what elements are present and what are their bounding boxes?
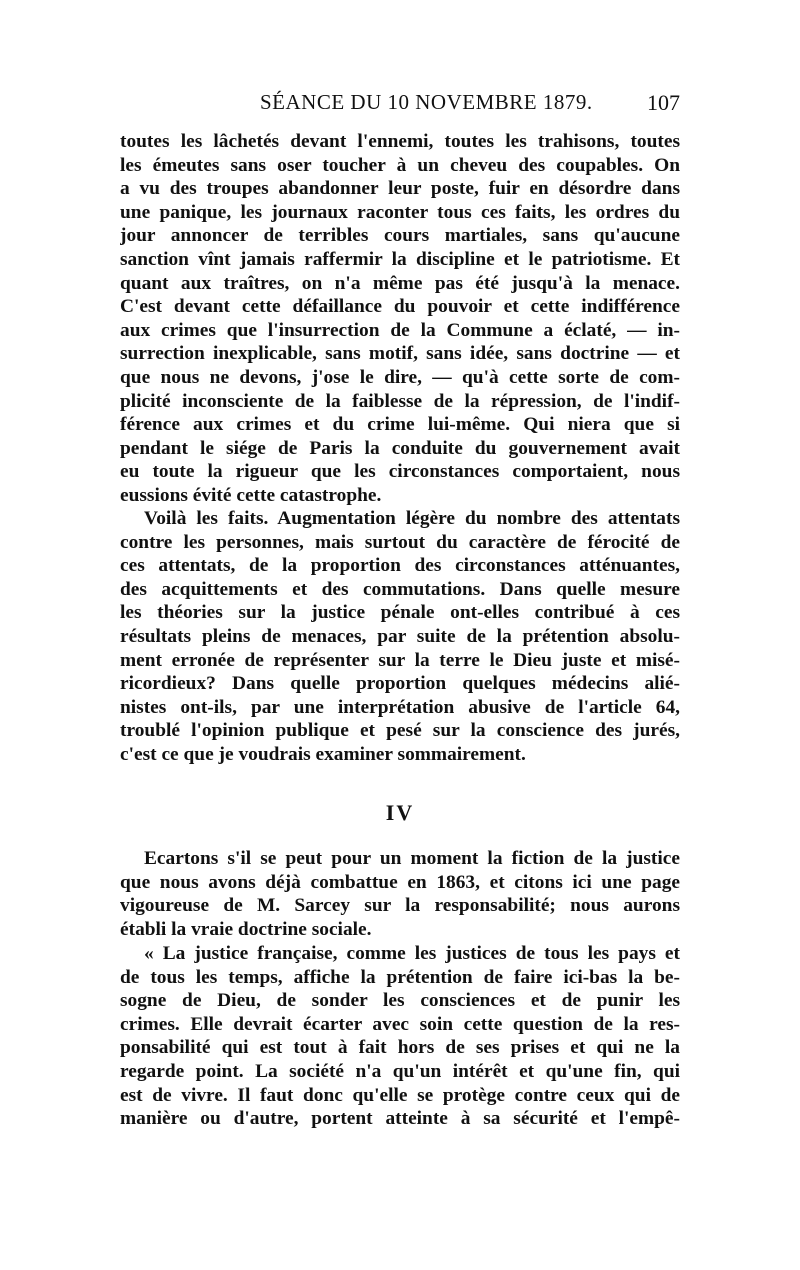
text-line: est de vivre. Il faut donc qu'elle se protège contre ceux qui de xyxy=(120,1084,680,1106)
text-line: eu toute la rigueur que les circonstances comportaient, nous xyxy=(120,461,680,483)
text-line: vigoureuse de M. Sarcey sur la responsabilité; nous aurons xyxy=(120,895,680,917)
text-line: résultats pleins de menaces, par suite de la prétention absolu- xyxy=(120,625,680,647)
text-line: troublé l'opinion publique et pesé sur la conscience des jurés, xyxy=(120,720,680,742)
text-line: pendant le siége de Paris la conduite du gouvernement avait xyxy=(120,437,680,459)
running-header xyxy=(120,90,680,120)
text-line: Ecartons s'il se peut pour un moment la fiction de la justice xyxy=(144,848,680,869)
text-line: les théories sur la justice pénale ont-elles contribué à ces xyxy=(120,602,680,624)
running-title: SÉANCE DU 10 NOVEMBRE 1879. xyxy=(260,90,593,114)
text-line: les émeutes sans oser toucher à un cheveu des coupables. On xyxy=(120,154,680,176)
text-line: des acquittements et des commutations. Dans quelle mesure xyxy=(120,578,680,600)
paragraph-4-quotation xyxy=(120,942,680,1131)
text-line: toutes les lâchetés devant l'ennemi, toutes les trahisons, toutes xyxy=(120,131,680,152)
paragraph-1 xyxy=(120,130,680,508)
text-line: une panique, les journaux raconter tous ces faits, les ordres du xyxy=(120,201,680,223)
text-line: surrection inexplicable, sans motif, sans idée, sans doctrine — et xyxy=(120,343,680,365)
text-line: que nous ne devons, j'ose le dire, — qu'à cette sorte de com- xyxy=(120,366,680,388)
text-line: manière ou d'autre, portent atteinte à sa sécurité et l'empê- xyxy=(120,1108,680,1130)
text-line: Voilà les faits. Augmentation légère du nombre des attentats xyxy=(144,508,680,529)
text-line: férence aux crimes et du crime lui-même. Qui niera que si xyxy=(120,414,680,436)
page-number: 107 xyxy=(647,90,680,115)
text-line: a vu des troupes abandonner leur poste, fuir en désordre dans xyxy=(120,178,680,200)
text-line: ponsabilité qui est tout à fait hors de ses prises et qui ne la xyxy=(120,1037,680,1059)
paragraph-3 xyxy=(120,847,680,941)
text-line: que nous avons déjà combattue en 1863, et citons ici une page xyxy=(120,871,680,893)
text-line: eussions évité cette catastrophe. xyxy=(120,484,382,506)
text-line: nistes ont-ils, par une interprétation abusive de l'article 64, xyxy=(120,696,680,718)
text-line: contre les personnes, mais surtout du caractère de férocité de xyxy=(120,531,680,553)
text-line: regarde point. La société n'a qu'un intérêt et qu'une fin, qui xyxy=(120,1060,680,1082)
text-line: ment erronée de représenter sur la terre le Dieu juste et misé- xyxy=(120,649,680,671)
text-line: ricordieux? Dans quelle proportion quelques médecins alié- xyxy=(120,673,680,695)
text-line: de tous les temps, affiche la prétention de faire ici-bas la be- xyxy=(120,966,680,988)
section-heading: IV xyxy=(385,800,415,825)
paragraph-2 xyxy=(120,507,680,767)
text-line: quant aux traîtres, on n'a même pas été jusqu'à la menace. xyxy=(120,272,680,294)
text-line: établi la vraie doctrine sociale. xyxy=(120,918,372,940)
text-line: sanction vînt jamais raffermir la discipline et le patriotisme. Et xyxy=(120,248,680,270)
text-line: « La justice française, comme les justices de tous les pays et xyxy=(144,943,680,964)
text-line: aux crimes que l'insurrection de la Commune a éclaté, — in- xyxy=(120,319,680,341)
text-line: C'est devant cette défaillance du pouvoir et cette indifférence xyxy=(120,296,680,318)
text-line: ces attentats, de la proportion des circonstances atténuantes, xyxy=(120,555,680,577)
text-line: jour annoncer de terribles cours martiales, sans qu'aucune xyxy=(120,225,680,247)
text-line: c'est ce que je voudrais examiner sommairement. xyxy=(120,743,526,765)
text-line: crimes. Elle devrait écarter avec soin cette question de la res- xyxy=(120,1013,680,1035)
text-line: plicité inconsciente de la faiblesse de la répression, de l'indif- xyxy=(120,390,680,412)
text-line: sogne de Dieu, de sonder les consciences et de punir les xyxy=(120,990,680,1012)
